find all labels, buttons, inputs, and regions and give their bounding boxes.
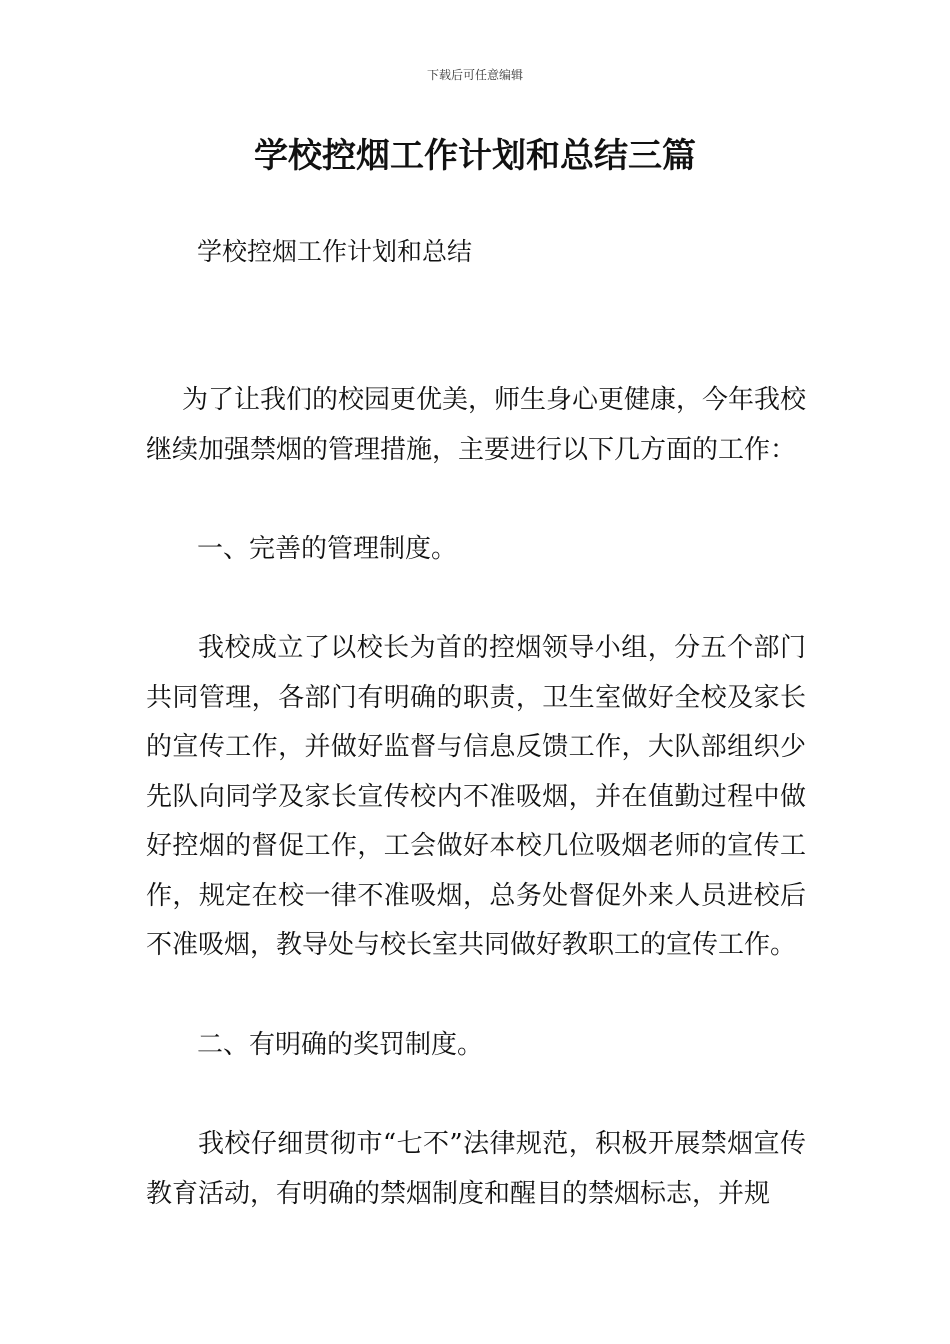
section-body-rewards: 我校仔细贯彻市“七不”法律规范，积极开展禁烟宣传教育活动，有明确的禁烟制度和醒目的禁烟标志，并规: [146, 1129, 806, 1209]
header-note: 下载后可任意编辑: [426, 68, 523, 82]
section-body-management: 我校成立了以校长为首的控烟领导小组，分五个部门共同管理，各部门有明确的职责，卫生室做好全校及家长的宣传工作，并做好监督与信息反馈工作，大队部组织少先队向同学及家长宣传校内不准吸烟，并在值勤过程中做好控烟的督促工作，工会做好本校几位吸烟老师的宣传工作，规定在校一律不准吸烟，总务处督促外来人员进校后不准吸烟，教导处与校长室共同做好教职工的宣传工作。: [146, 633, 806, 960]
document-title: 学校控烟工作计划和总结三篇: [254, 136, 696, 176]
intro-paragraph: 为了让我们的校园更优美，师生身心更健康，今年我校继续加强禁烟的管理措施，主要进行以下几方面的工作：: [146, 385, 807, 465]
document-subtitle: 学校控烟工作计划和总结: [197, 237, 473, 266]
section-heading-rewards: 二、有明确的奖罚制度。: [197, 1030, 484, 1060]
section-heading-management: 一、完善的管理制度。: [197, 534, 458, 564]
